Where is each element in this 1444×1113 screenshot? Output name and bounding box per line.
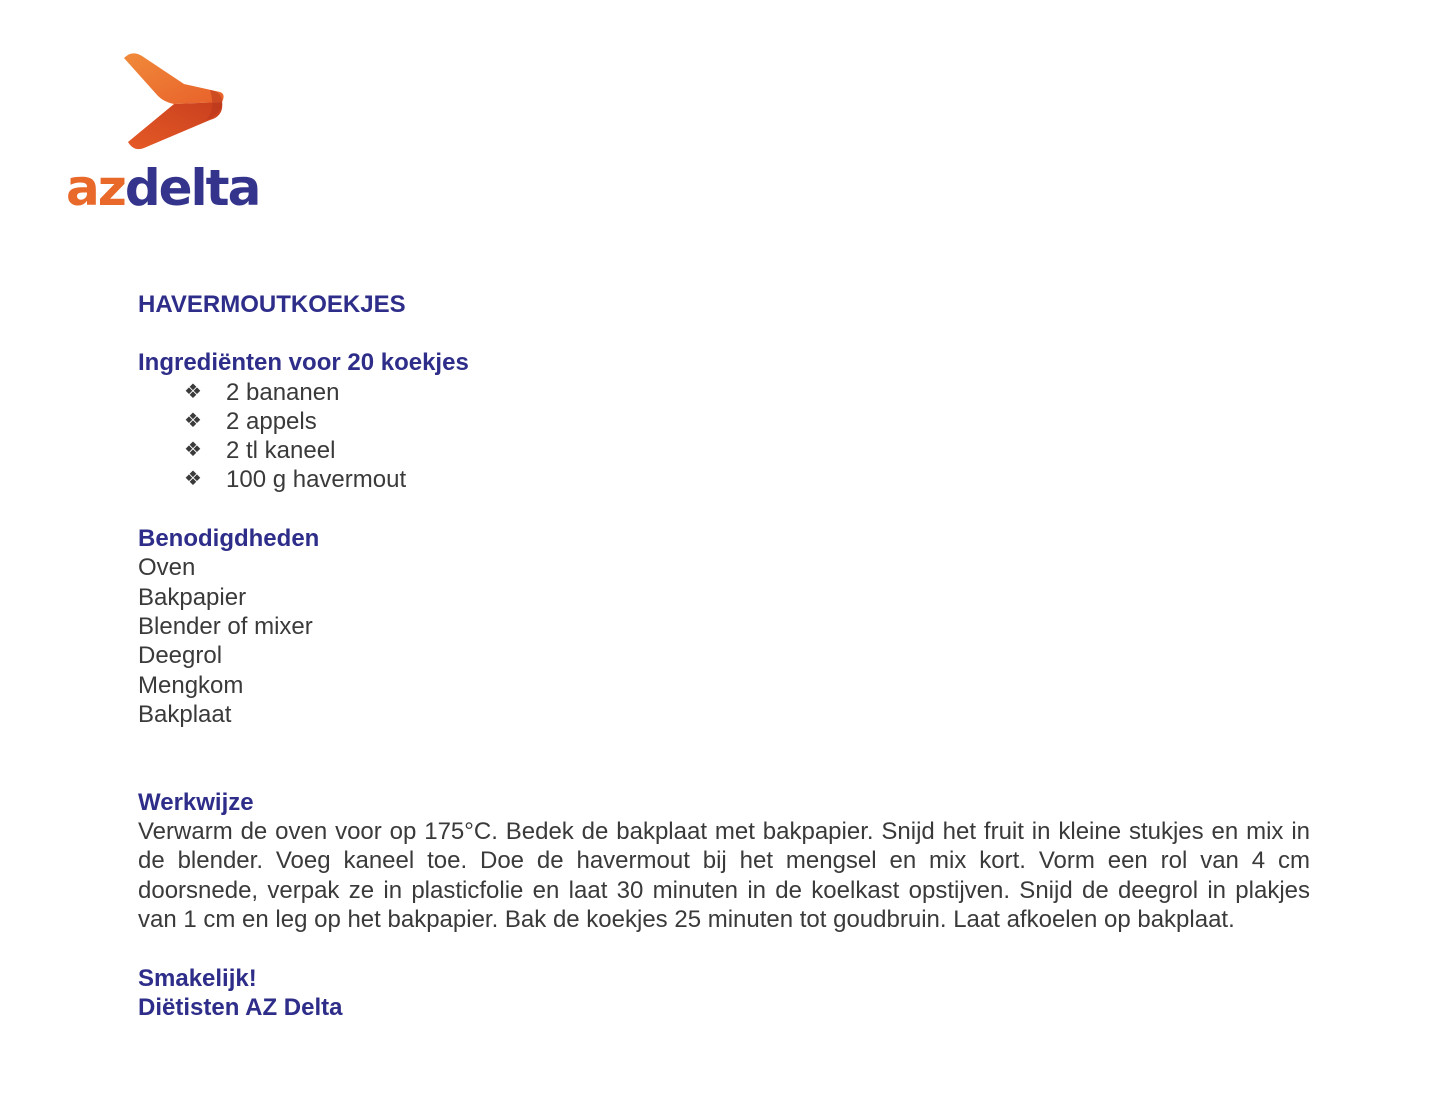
supply-item: Deegrol [138, 642, 223, 670]
ingredients-heading: Ingrediënten voor 20 koekjes [138, 349, 469, 377]
ingredients-list [138, 378, 1310, 495]
ingredient-text: 2 tl kaneel [226, 437, 336, 465]
method-heading: Werkwijze [138, 788, 254, 816]
supply-item: Oven [138, 554, 196, 582]
list-item [184, 436, 1310, 465]
signature-text: Diëtisten AZ Delta [138, 993, 343, 1021]
logo-az: az [66, 159, 125, 217]
logo-delta: delta [124, 159, 260, 217]
ingredient-text: 100 g havermout [226, 466, 407, 494]
ingredient-text: 2 appels [226, 407, 317, 435]
list-item [184, 465, 1310, 494]
supply-item: Bakpapier [138, 583, 247, 611]
method-text: Verwarm de oven voor op 175°C. Bedek de bakplaat met bakpapier. Snijd het fruit in kleine stukjes en mix in de blender. Voeg kaneel toe. Doe de havermout bij het mengsel en mix kort. Vorm een rol van 4 cm doorsnede, verpak ze in plasticfolie en laat 30 minuten in de koelkast opstijven. Snijd de deegrol in plakjes van 1 cm en leg op het bakpapier. Bak de koekjes 25 minuten tot goudbruin. Laat afkoelen op bakplaat. [138, 818, 1310, 933]
ingredient-text: 2 bananen [226, 378, 340, 406]
recipe-title: HAVERMOUTKOEKJES [138, 291, 406, 318]
diamond-bullet-icon: ❖ [184, 439, 202, 462]
closing-text: Smakelijk! [138, 964, 257, 992]
az-delta-logo [66, 50, 296, 225]
list-item [184, 378, 1310, 407]
supplies-heading: Benodigdheden [138, 525, 320, 553]
list-item [184, 407, 1310, 436]
diamond-bullet-icon: ❖ [184, 468, 202, 491]
supply-item: Mengkom [138, 671, 244, 699]
supply-item: Bakplaat [138, 700, 232, 728]
supply-item: Blender of mixer [138, 612, 313, 640]
recipe-content [138, 290, 1310, 1022]
diamond-bullet-icon: ❖ [184, 380, 202, 403]
diamond-bullet-icon: ❖ [184, 409, 202, 432]
logo-wordmark [66, 158, 259, 218]
chevron-ribbon-icon [114, 50, 226, 152]
